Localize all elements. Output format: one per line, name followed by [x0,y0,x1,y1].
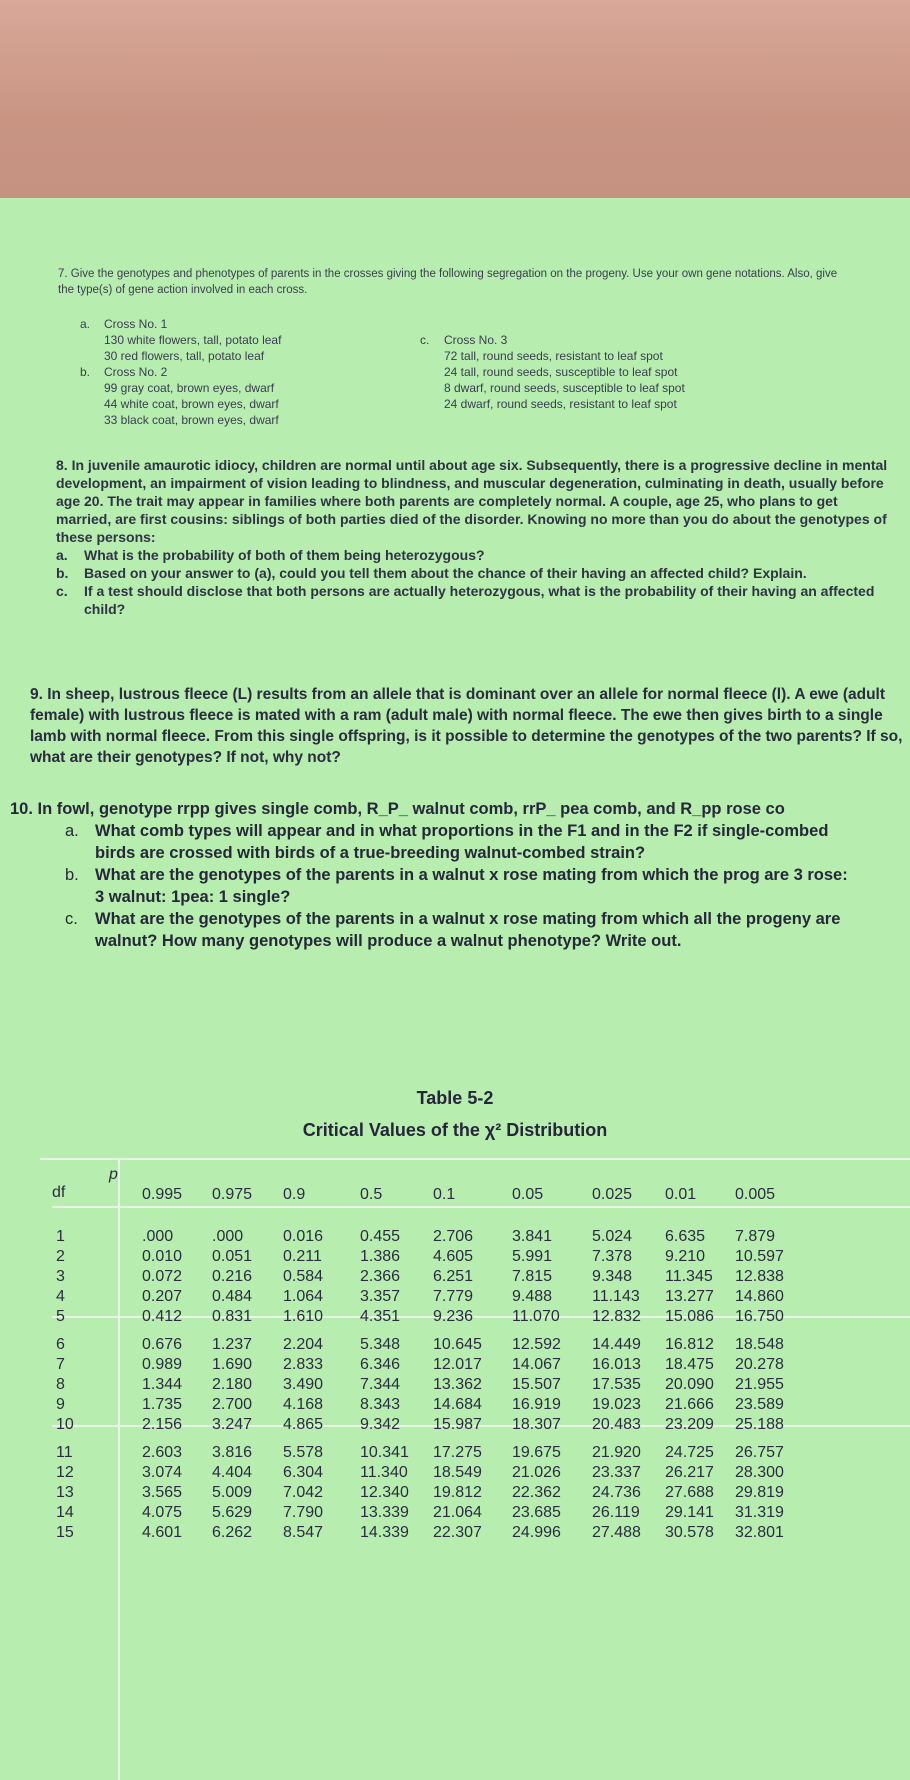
table-cell: 15.507 [512,1376,561,1393]
table-cell: 21.026 [512,1464,561,1481]
table-cell: 3.357 [360,1288,401,1305]
table-cell: 22.307 [433,1524,482,1541]
table-cell: 0.584 [283,1268,324,1285]
table-cell: 23.337 [592,1464,641,1481]
row-df: 13 [56,1484,74,1501]
table-cell: 11.143 [592,1288,640,1305]
question-10-item-c [65,908,910,952]
column-header: 0.01 [665,1186,697,1203]
table-cell: 18.549 [433,1464,482,1481]
row-df: 12 [56,1464,74,1481]
table-cell: 20.090 [665,1376,714,1393]
item-text: What are the genotypes of the parents in a walnut x rose mating from which the prog are 3 rose: 3 walnut: 1pea: 1 single? [95,866,848,906]
table-cell: 16.919 [512,1396,561,1413]
cross-3-line: 72 tall, round seeds, resistant to leaf spot [444,349,663,363]
table-cell: 17.275 [433,1444,482,1461]
cross-1 [80,316,281,364]
table-cell: 3.490 [283,1376,324,1393]
question-9-text [30,684,910,768]
table-cell: 29.141 [665,1504,714,1521]
row-df: 9 [56,1396,65,1413]
table-cell: 2.603 [142,1444,183,1461]
question-9 [30,684,910,768]
cross-2-line: 99 gray coat, brown eyes, dwarf [104,381,275,395]
cross-3-line: 8 dwarf, round seeds, susceptible to leaf spot [444,381,685,395]
table-cell: 1.064 [283,1288,324,1305]
question-8-text [56,456,896,546]
table-df-divider [118,1160,120,1780]
table-cell: 5.991 [512,1248,553,1265]
column-header: 0.025 [592,1186,633,1203]
row-df: 15 [56,1524,74,1541]
table-cell: 5.578 [283,1444,324,1461]
cross-2 [80,364,279,428]
table-cell: 0.010 [142,1248,183,1265]
item-text: What comb types will appear and in what proportions in the F1 and in the F2 if single-combed birds are crossed with birds of a true-breeding walnut-combed strain? [95,822,829,862]
table-cell: 16.812 [665,1336,714,1353]
column-header: 0.975 [212,1186,253,1203]
question-7-prompt: Give the genotypes and phenotypes of parents in the crosses giving the following segregation on the progeny. Use your own gene notations. Also, give the type(s) of gene action involved in each cross. [58,268,838,296]
table-cell: 13.277 [665,1288,714,1305]
table-cell: 12.838 [735,1268,784,1285]
question-10-prompt: In fowl, genotype rrpp gives single comb, R_P_ walnut comb, rrP_ pea comb, and R_pp rose co [37,800,785,818]
cross-3-line: 24 dwarf, round seeds, resistant to leaf spot [444,397,677,411]
table-cell: 11.340 [360,1464,408,1481]
table-cell: 24.996 [512,1524,561,1541]
table-cell: 7.779 [433,1288,474,1305]
table-cell: 0.211 [283,1248,322,1265]
table-cell: 7.815 [512,1268,553,1285]
table-cell: 21.920 [592,1444,641,1461]
item-text: If a test should disclose that both persons are actually heterozygous, what is the probability of their having an affected child? [84,583,875,617]
table-cell: 27.688 [665,1484,714,1501]
table-cell: 2.180 [212,1376,253,1393]
table-cell: 2.156 [142,1416,183,1433]
question-8-item-b [56,564,896,582]
table-cell: .000 [142,1228,174,1245]
column-header: 0.5 [360,1186,383,1203]
table-cell: 0.016 [283,1228,324,1245]
table-cell: 31.319 [735,1504,784,1521]
table-cell: 5.348 [360,1336,401,1353]
table-cell: 19.675 [512,1444,561,1461]
table-cell: 10.645 [433,1336,482,1353]
question-8-number: 8. [56,457,68,473]
table-cell: 0.207 [142,1288,183,1305]
question-10-item-a [65,820,910,864]
table-cell: 7.790 [283,1504,324,1521]
table-cell: 4.075 [142,1504,183,1521]
table-cell: 4.168 [283,1396,324,1413]
table-cell: 9.348 [592,1268,633,1285]
table-cell: 0.072 [142,1268,183,1285]
table-cell: 0.989 [142,1356,183,1373]
page-content [0,198,910,1780]
table-cell: 6.635 [665,1228,706,1245]
table-cell: 14.339 [360,1524,409,1541]
table-cell: 11.345 [665,1268,713,1285]
question-8 [56,456,896,618]
background-surface [0,0,910,200]
table-cell: 4.605 [433,1248,474,1265]
table-cell: 29.819 [735,1484,784,1501]
question-8-prompt: In juvenile amaurotic idiocy, children are normal until about age six. Subsequently, there is a progressive decline in mental development, an impairment of vision leading to blindness, and muscular degeneration, culminating in death, usually before age 20. The trait may appear in families where both parents are completely normal. A couple, age 25, who plans to get married, are first cousins: siblings of both parties died of the disorder. Knowing no more than you do about the genotypes of these persons: [56,457,888,545]
item-letter: a. [56,547,68,563]
item-text: What is the probability of both of them being heterozygous? [84,547,485,563]
row-df: 4 [56,1288,65,1305]
table-cell: 5.024 [592,1228,633,1245]
table-cell: 18.548 [735,1336,784,1353]
table-df-label: df [52,1184,66,1201]
table-cell: 14.067 [512,1356,561,1373]
item-text: What are the genotypes of the parents in a walnut x rose mating from which all the progeny are walnut? How many genotypes will produce a walnut phenotype? Write out. [95,910,841,950]
cross-1-line: 130 white flowers, tall, potato leaf [104,333,282,347]
table-cell: 0.455 [360,1228,401,1245]
table-cell: 26.217 [665,1464,714,1481]
table-cell: 20.278 [735,1356,784,1373]
question-7-text [58,266,848,298]
cross-1-title: Cross No. 1 [104,317,168,331]
column-header: 0.05 [512,1186,544,1203]
row-df: 10 [56,1416,74,1433]
row-df: 7 [56,1356,65,1373]
column-header: 0.005 [735,1186,776,1203]
table-cell: 14.684 [433,1396,482,1413]
table-cell: 0.484 [212,1288,253,1305]
cross-1-letter: a. [80,317,91,331]
table-cell: 8.343 [360,1396,401,1413]
table-cell: 21.955 [735,1376,784,1393]
item-letter: c. [65,910,78,928]
cross-3-line: 24 tall, round seeds, susceptible to leaf spot [444,365,678,379]
table-cell: 3.247 [212,1416,253,1433]
table-cell: 2.366 [360,1268,401,1285]
table-cell: 18.307 [512,1416,561,1433]
question-9-prompt: In sheep, lustrous fleece (L) results from an allele that is dominant over an allele for normal fleece (l). A ewe (adult female) with lustrous fleece is mated with a ram (adult male) with normal fleece. The ewe then gives birth to a single lamb with normal fleece. From this single offspring, is it possible to determine the genotypes of the two parents? If so, what are their genotypes? If not, why not? [30,686,903,766]
table-cell: 23.209 [665,1416,714,1433]
table-top-rule [40,1158,910,1160]
table-cell: 6.262 [212,1524,253,1541]
table-cell: 6.304 [283,1464,324,1481]
row-df: 1 [56,1228,65,1245]
cross-3-letter: c. [420,333,430,347]
table-cell: 23.589 [735,1396,784,1413]
table-cell: 0.216 [212,1268,253,1285]
table-cell: 0.676 [142,1336,183,1353]
table-cell: 19.812 [433,1484,482,1501]
column-header: 0.1 [433,1186,456,1203]
question-7 [58,266,848,298]
cross-3-title: Cross No. 3 [444,333,508,347]
item-letter: b. [65,866,79,884]
table-cell: 10.597 [735,1248,784,1265]
table-cell: 4.865 [283,1416,324,1433]
row-df: 6 [56,1336,65,1353]
table-cell: 18.475 [665,1356,714,1373]
row-df: 5 [56,1308,65,1325]
table-cell: 32.801 [735,1524,784,1541]
table-cell: 12.592 [512,1336,561,1353]
table-cell: 9.236 [433,1308,474,1325]
table-p-label: p [109,1166,118,1183]
row-df: 11 [56,1444,73,1461]
cross-3 [420,332,685,412]
table-cell: 2.706 [433,1228,474,1245]
table-cell: 26.757 [735,1444,784,1461]
table-cell: 13.339 [360,1504,409,1521]
table-cell: 16.750 [735,1308,784,1325]
table-cell: 3.841 [512,1228,553,1245]
row-df: 8 [56,1376,65,1393]
table-cell: 5.009 [212,1484,253,1501]
table-cell: 2.833 [283,1356,324,1373]
table-cell: 6.346 [360,1356,401,1373]
table-cell: 7.042 [283,1484,324,1501]
table-cell: 11.070 [512,1308,560,1325]
table-cell: 25.188 [735,1416,784,1433]
document-page [0,198,910,1780]
table-cell: 5.629 [212,1504,253,1521]
table-cell: 16.013 [592,1356,641,1373]
table-cell: 23.685 [512,1504,561,1521]
table-cell: 8.547 [283,1524,324,1541]
table-cell: 28.300 [735,1464,784,1481]
table-cell: 13.362 [433,1376,482,1393]
table-cell: .000 [212,1228,244,1245]
table-cell: 15.987 [433,1416,482,1433]
table-cell: 1.690 [212,1356,253,1373]
row-df: 14 [56,1504,74,1521]
table-cell: 1.344 [142,1376,183,1393]
table-cell: 4.351 [360,1308,401,1325]
item-letter: c. [56,583,68,599]
question-10-text [10,798,910,820]
question-7-number: 7. [58,268,68,280]
item-text: Based on your answer to (a), could you tell them about the chance of their having an affected child? Explain. [84,565,807,581]
table-cell: 12.017 [433,1356,482,1373]
table-cell: 20.483 [592,1416,641,1433]
table-cell: 27.488 [592,1524,641,1541]
table-cell: 1.610 [283,1308,324,1325]
table-cell: 30.578 [665,1524,714,1541]
table-cell: 14.449 [592,1336,641,1353]
cross-2-line: 44 white coat, brown eyes, dwarf [104,397,279,411]
table-cell: 14.860 [735,1288,784,1305]
table-cell: 9.210 [665,1248,706,1265]
cross-2-title: Cross No. 2 [104,365,168,379]
question-10 [10,798,910,952]
table-cell: 7.344 [360,1376,401,1393]
table-cell: 3.565 [142,1484,183,1501]
table-cell: 24.725 [665,1444,714,1461]
table-cell: 22.362 [512,1484,561,1501]
item-letter: a. [65,822,79,840]
table-cell: 24.736 [592,1484,641,1501]
table-cell: 7.879 [735,1228,776,1245]
item-letter: b. [56,565,69,581]
column-header: 0.9 [283,1186,306,1203]
table-cell: 0.831 [212,1308,253,1325]
table-cell: 26.119 [592,1504,640,1521]
table-cell: 4.601 [142,1524,183,1541]
table-cell: 21.666 [665,1396,714,1413]
question-9-number: 9. [30,686,43,703]
table-cell: 10.341 [360,1444,409,1461]
table-cell: 9.342 [360,1416,401,1433]
table-cell: 7.378 [592,1248,633,1265]
cross-2-line: 33 black coat, brown eyes, dwarf [104,413,279,427]
question-8-item-a [56,546,896,564]
question-8-item-c [56,582,896,618]
row-df: 2 [56,1248,65,1265]
table-cell: 0.412 [142,1308,183,1325]
column-header: 0.995 [142,1186,183,1203]
table-cell: 12.832 [592,1308,641,1325]
table-cell: 1.735 [142,1396,183,1413]
table-cell: 21.064 [433,1504,482,1521]
table-label: Table 5-2 [416,1088,494,1108]
row-df: 3 [56,1268,65,1285]
table-cell: 1.237 [212,1336,253,1353]
table-cell: 17.535 [592,1376,641,1393]
table-cell: 0.051 [212,1248,253,1265]
table-cell: 4.404 [212,1464,253,1481]
table-cell: 6.251 [433,1268,474,1285]
cross-2-letter: b. [80,365,91,379]
cross-1-line: 30 red flowers, tall, potato leaf [104,349,265,363]
table-cell: 2.204 [283,1336,324,1353]
table-cell: 9.488 [512,1288,553,1305]
table-cell: 3.074 [142,1464,183,1481]
table-cell: 12.340 [360,1484,409,1501]
table-title: Critical Values of the χ² Distribution [302,1120,608,1140]
table-cell: 15.086 [665,1308,714,1325]
table-cell: 1.386 [360,1248,401,1265]
table-cell: 3.816 [212,1444,253,1461]
question-10-item-b [65,864,910,908]
table-cell: 2.700 [212,1396,253,1413]
table-header-rule [52,1206,910,1208]
question-10-number: 10. [10,800,33,818]
table-cell: 19.023 [592,1396,641,1413]
